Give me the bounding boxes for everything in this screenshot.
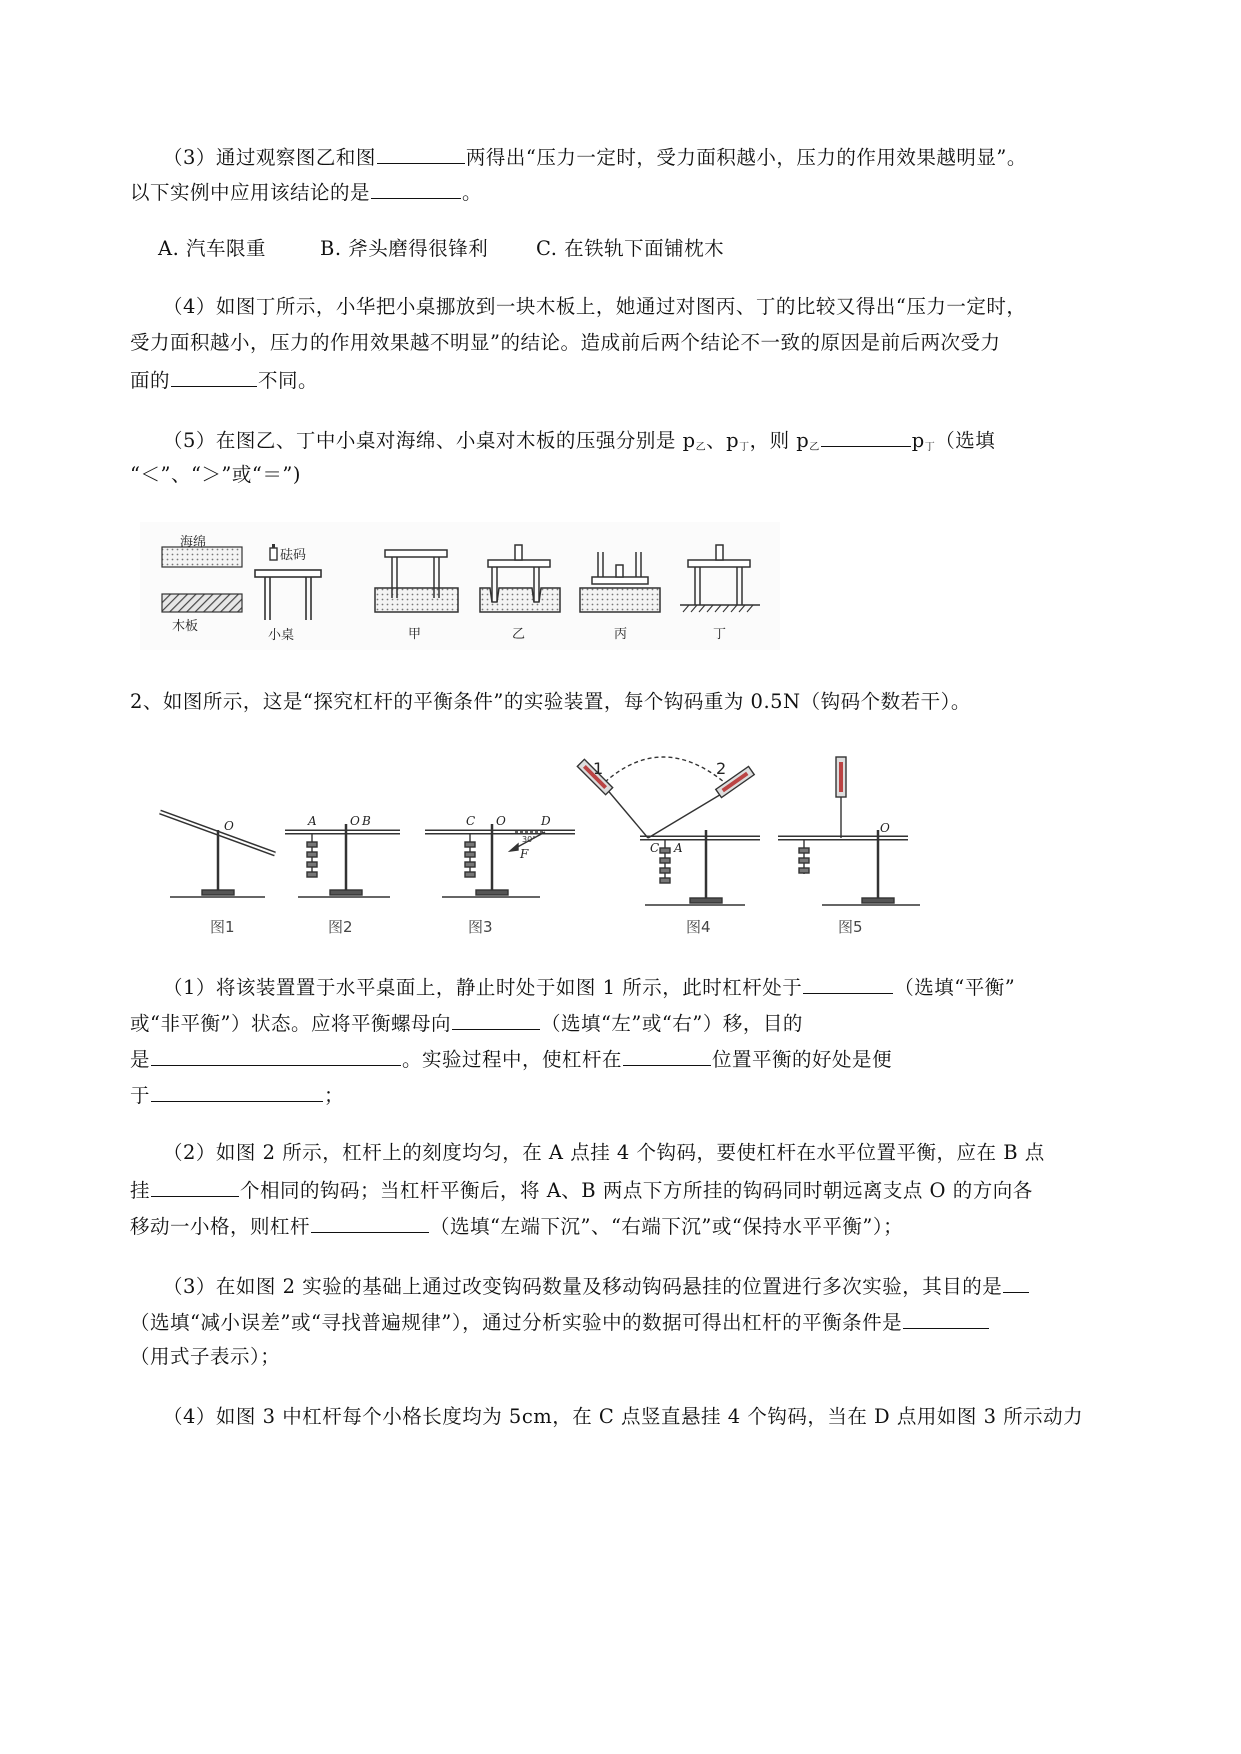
q2-part1-text-b: （选填“平衡” [894,976,1016,999]
q1-part3-text-a: （3）通过观察图乙和图 [163,146,376,169]
caption-fig1: 图1 [210,918,235,936]
label-2-fig4: 2 [716,759,727,778]
q2-part1-text-d: （选填“左”或“右”）移，目的 [540,1012,803,1035]
q2-part1-text-c: 或“非平衡”）状态。应将平衡螺母向 [130,1012,451,1035]
caption-yi: 乙 [512,627,526,642]
answer-blank[interactable] [821,426,911,447]
q2-part1-line3 [130,1045,892,1073]
q2-part1-line1 [163,973,1015,1001]
figure5-lever [778,757,920,905]
answer-blank[interactable] [623,1045,711,1066]
caption-fig2: 图2 [328,918,353,936]
answer-blank[interactable] [171,366,257,387]
answer-blank[interactable] [371,178,461,199]
q2-part3-line1 [163,1272,1030,1300]
q2-part2-line2 [130,1176,1033,1204]
board-block [162,594,242,612]
q2-part1-line4 [130,1081,344,1109]
caption-fig5: 图5 [838,918,863,936]
q1-part5-line2: “＜”、“＞”或“＝”) [130,463,301,486]
label-d-fig3: D [541,814,551,828]
q1-part5-line1 [163,426,995,461]
q1-part4-text-b: 不同。 [258,369,319,392]
q1-part4-line2: 受力面积越小，压力的作用效果越不明显”的结论。造成前后两个结论不一致的原因是前后两次受力 [130,331,1001,354]
q2-part2-text-b: 个相同的钩码；当杠杆平衡后，将 A、B 两点下方所挂的钩码同时朝远离支点 O 的方向各 [240,1179,1033,1202]
caption-fig4: 图4 [686,918,711,936]
label-o-fig5: O [880,821,890,835]
q2-part1-text-a: （1）将该装置置于水平桌面上，静止时处于如图 1 所示，此时杠杆处于 [163,976,803,999]
answer-blank[interactable] [311,1212,429,1233]
label-b-fig2: B [362,814,371,828]
q2-part1-line2 [130,1009,803,1037]
q2-part2-text-a: 挂 [130,1179,151,1202]
table-label: 小桌 [268,628,295,643]
q2-part1-text-f: 。实验过程中，使杠杆在 [402,1048,623,1071]
label-o-fig2: O [350,814,360,828]
q1-part5-sep: 、p [706,429,740,452]
answer-blank[interactable] [803,973,893,994]
q1-part3-line1 [163,143,1027,171]
figure1-lever [160,812,275,897]
sponge-label: 海绵 [180,535,207,550]
answer-blank[interactable] [1003,1272,1029,1293]
q2-intro: 2、如图所示，这是“探究杠杆的平衡条件”的实验装置，每个钩码重为 0.5N（钩码个数若干）。 [130,690,971,713]
q2-part2-line1: （2）如图 2 所示，杠杆上的刻度均匀，在 A 点挂 4 个钩码，要使杠杆在水平位置平衡，应在 B 点 [163,1141,1045,1164]
figure3-lever [425,824,575,897]
subscript-ding: 丁 [924,442,936,453]
label-1-fig4: 1 [593,759,604,778]
weight-label: 砝码 [280,548,307,563]
q2-part4-line1: （4）如图 3 中杠杆每个小格长度均为 5cm，在 C 点竖直悬挂 4 个钩码，当在 D 点用如图 3 所示动力 [163,1405,1084,1428]
caption-ding: 丁 [713,627,727,642]
q2-part3-line3: （用式子表示）； [130,1345,281,1368]
q1-part3-text-d: 。 [462,181,483,204]
q1-option-b: B. 斧头磨得很锋利 [320,237,489,260]
label-o-fig1: O [224,819,234,833]
caption-jia: 甲 [408,627,422,642]
board-label: 木板 [172,619,199,634]
q1-part3-text-c: 以下实例中应用该结论的是 [130,181,371,204]
subscript-yi: 乙 [809,442,820,453]
answer-blank[interactable] [151,1045,401,1066]
answer-blank[interactable] [903,1308,989,1329]
figure4-lever [577,757,760,905]
q2-part1-text-g: 位置平衡的好处是便 [712,1048,893,1071]
q2-part1-text-h: 于 [130,1084,151,1107]
q2-part2-text-d: （选填“左端下沉”、“右端下沉”或“保持水平平衡”）； [430,1215,904,1238]
q2-part3-text-a: （3）在如图 2 实验的基础上通过改变钩码数量及移动钩码悬挂的位置进行多次实验，其目的是 [163,1275,1003,1298]
answer-blank[interactable] [452,1009,540,1030]
q1-option-a: A. 汽车限重 [158,237,266,260]
q1-option-c: C. 在铁轨下面铺枕木 [536,237,725,260]
q1-part5-p: p [911,429,925,452]
label-a-fig4: A [674,841,683,855]
label-c-fig3: C [466,814,476,828]
figure2-lever [285,824,400,897]
q1-part4-line3 [130,366,318,394]
q2-part1-text-i: ； [324,1084,345,1107]
q1-part4-text-a: 面的 [130,369,171,392]
label-f-fig3: F [520,847,529,861]
q2-part2-text-c: 移动一小格，则杠杆 [130,1215,311,1238]
answer-blank[interactable] [377,143,465,164]
label-c-fig4: C [650,841,660,855]
lever-experiment-figure [150,752,930,942]
pressure-experiment-figure [140,522,780,650]
q1-part3-text-b: 两得出“压力一定时，受力面积越小，压力的作用效果越明显”。 [465,146,1027,169]
caption-bing: 丙 [614,627,628,642]
q2-part3-line2 [130,1308,990,1336]
subscript-yi: 乙 [695,442,707,453]
sponge-block [162,547,242,567]
label-angle-fig3: 30° [522,835,537,844]
q2-part1-text-e: 是 [130,1048,151,1071]
q1-part5-tail: （选填 [935,429,996,452]
q1-part3-line2 [130,178,482,206]
answer-blank[interactable] [151,1081,323,1102]
q1-part5-text-a: （5）在图乙、丁中小桌对海绵、小桌对木板的压强分别是 p [163,429,696,452]
q1-part5-mid: ，则 p [749,429,810,452]
q1-part4-line1: （4）如图丁所示，小华把小桌挪放到一块木板上，她通过对图丙、丁的比较又得出“压力一定时， [163,295,1027,318]
caption-fig3: 图3 [468,918,493,936]
q2-part2-line3 [130,1212,903,1240]
label-o-fig3: O [496,814,506,828]
q2-part3-text-b: （选填“减小误差”或“寻找普遍规律”），通过分析实验中的数据可得出杠杆的平衡条件是 [130,1311,903,1334]
subscript-ding: 丁 [739,442,750,453]
label-a-fig2: A [308,814,317,828]
answer-blank[interactable] [151,1176,239,1197]
